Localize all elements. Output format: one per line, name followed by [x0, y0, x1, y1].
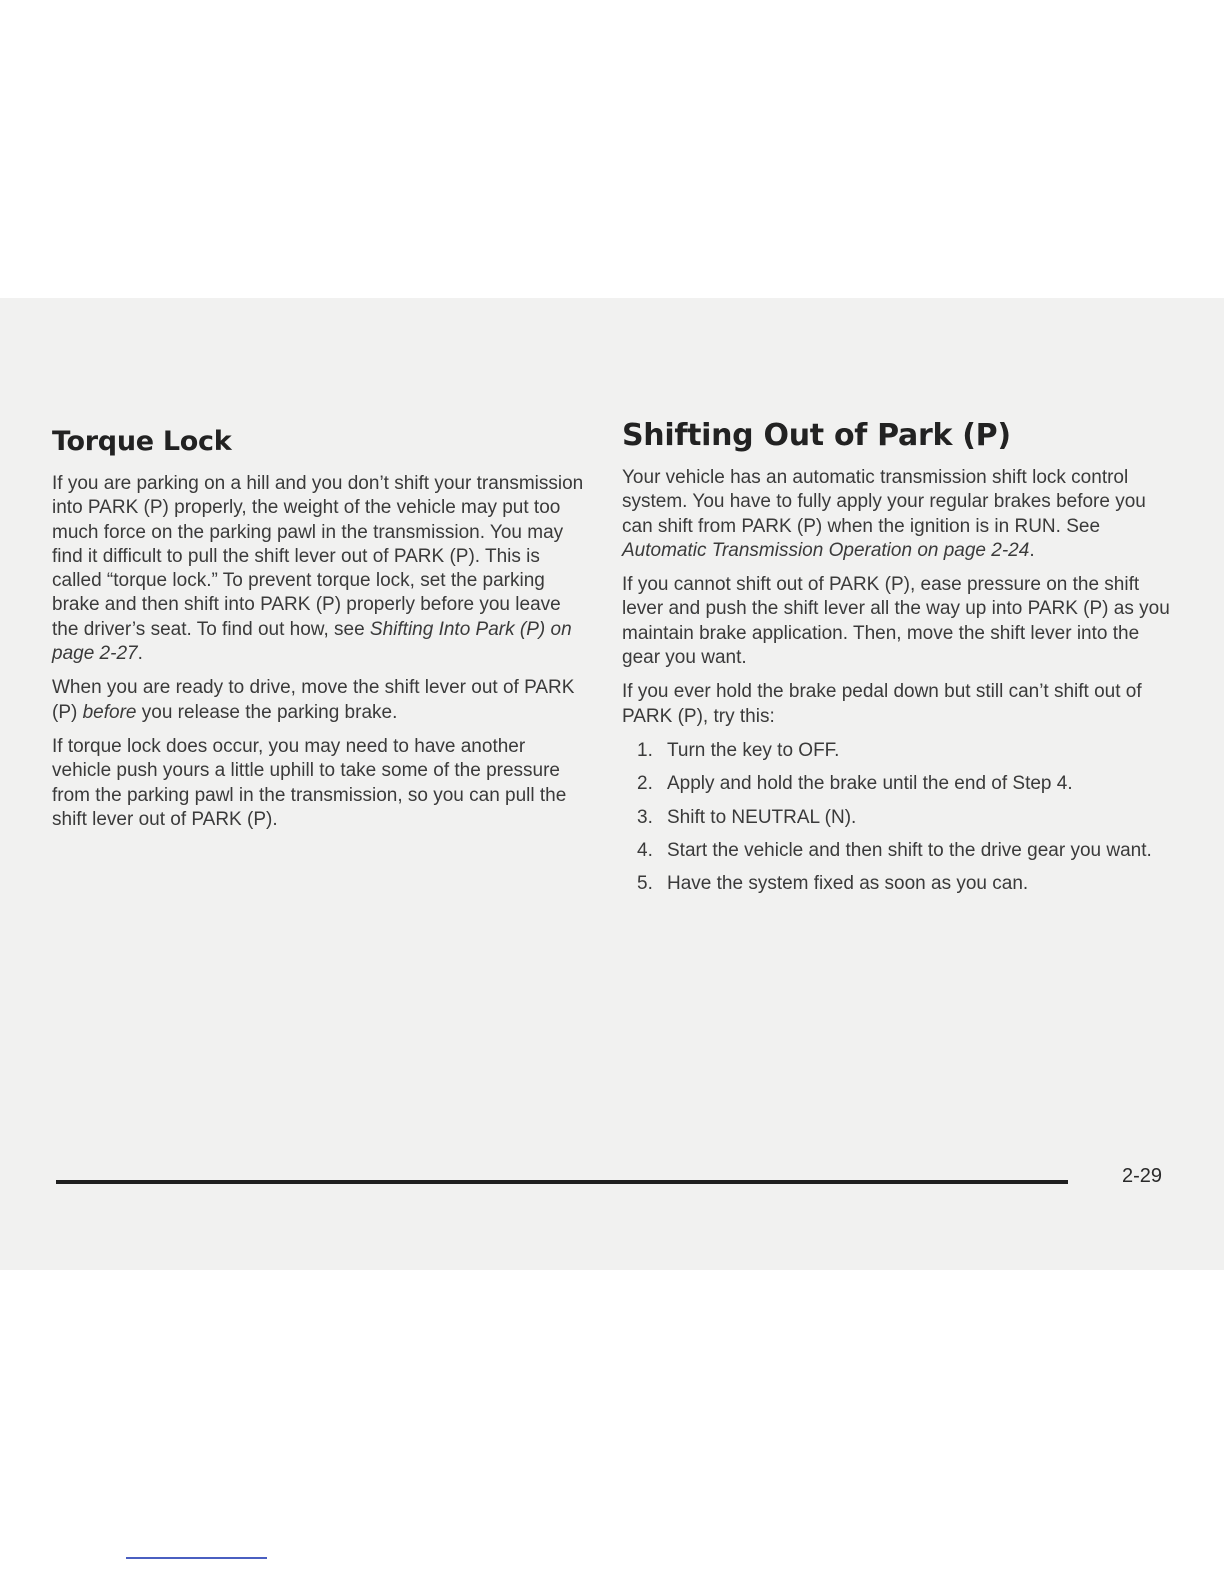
paragraph-text: Your vehicle has an automatic transmission shift lock control system. You have to fully apply your regular brakes before you can shift from PARK (P) when the ignition is in RUN. See — [622, 467, 1146, 537]
list-item — [622, 739, 1177, 763]
step-number: 1. — [637, 739, 653, 761]
shift-paragraph-1 — [622, 466, 1177, 563]
step-text: Shift to NEUTRAL (N). — [667, 806, 857, 828]
torque-lock-section — [52, 420, 587, 842]
step-number: 3. — [637, 806, 653, 828]
step-text: Have the system fixed as soon as you can. — [667, 873, 1029, 895]
paragraph-text: When you are ready to drive, move the shift lever out of PARK (P) — [52, 677, 575, 723]
step-text: Turn the key to OFF. — [667, 739, 840, 761]
steps-list — [622, 739, 1177, 896]
cross-reference-automatic-transmission[interactable]: Automatic Transmission Operation on page 2-24 — [622, 539, 1030, 561]
shift-paragraph-2: If you cannot shift out of PARK (P), ease pressure on the shift lever and push the shift lever all the way up into PARK (P) as you maintain brake application. Then, move the shift lever into the gear you want. — [622, 574, 1170, 669]
torque-lock-paragraph-2 — [52, 676, 587, 725]
bottom-accent-line — [126, 1557, 267, 1559]
step-number: 4. — [637, 839, 653, 861]
shift-paragraph-3: If you ever hold the brake pedal down but still can’t shift out of PARK (P), try this: — [622, 681, 1142, 727]
step-number: 2. — [637, 773, 653, 795]
list-item — [622, 806, 1177, 830]
torque-lock-paragraph-1 — [52, 472, 587, 666]
cross-reference-shifting-into-park[interactable]: Shifting Into Park (P) on page 2-27 — [52, 618, 572, 665]
paragraph-text: you release the parking brake. — [136, 701, 398, 723]
step-text: Start the vehicle and then shift to the drive gear you want. — [667, 839, 1152, 861]
paragraph-end: . — [137, 643, 143, 665]
list-item — [622, 839, 1177, 863]
step-number: 5. — [637, 873, 653, 895]
torque-lock-heading: Torque Lock — [52, 426, 232, 457]
step-text: Apply and hold the brake until the end of Step 4. — [667, 773, 1073, 795]
shifting-out-of-park-heading: Shifting Out of Park (P) — [622, 418, 1011, 453]
emphasis-before: before — [82, 701, 137, 723]
page-number: 2-29 — [1122, 1165, 1163, 1187]
paragraph-text: If you are parking on a hill and you don’t shift your transmission into PARK (P) properly, the weight of the vehicle may put too much force on the parking pawl in the transmission. You may find it difficult to pull the shift lever out of PARK (P). This is called “torque lock.” To prevent torque lock, set the parking brake and then shift into PARK (P) properly before you leave the driver’s seat. To find out how, see — [52, 473, 584, 640]
torque-lock-paragraph-3: If torque lock does occur, you may need to have another vehicle push yours a little uphill to take some of the pressure from the parking pawl in the transmission, so you can pull the shift lever out of PARK (P). — [52, 735, 567, 830]
list-item — [622, 772, 1177, 796]
shifting-out-of-park-section — [622, 418, 1177, 905]
footer-rule — [56, 1180, 1068, 1184]
list-item — [622, 872, 1177, 896]
paragraph-end: . — [1029, 539, 1035, 561]
